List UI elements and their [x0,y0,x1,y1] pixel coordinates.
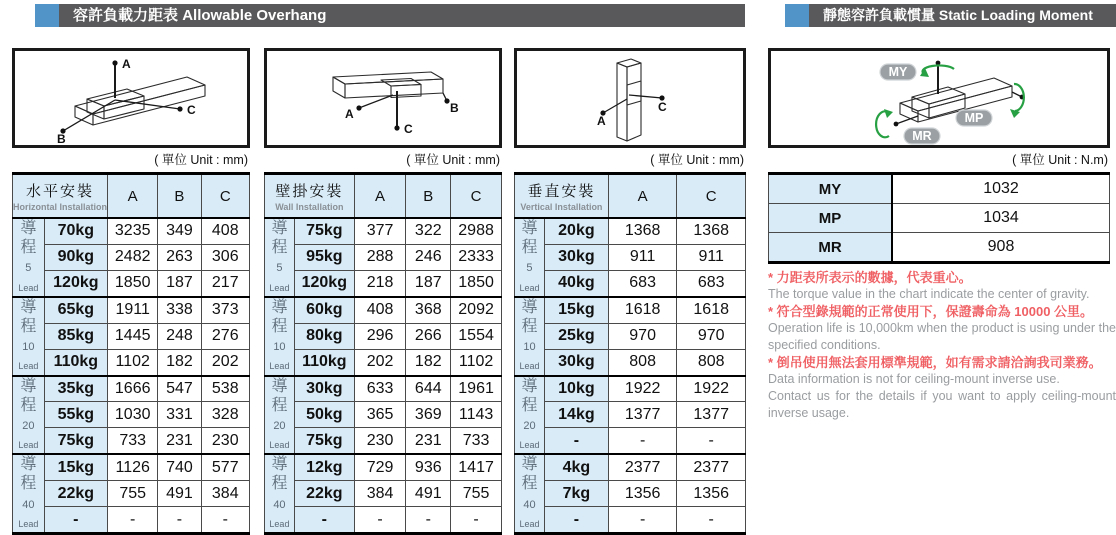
value-cell: 547 [158,376,201,402]
value-cell: 491 [406,481,451,507]
overhang-table [514,172,746,535]
value-cell: - [406,507,451,534]
value-cell: 365 [354,402,406,428]
value-cell: 683 [677,270,746,296]
load-cell: 12kg [294,454,354,480]
load-cell: 75kg [44,428,107,454]
load-cell: 80kg [294,323,354,349]
value-cell: 2377 [608,454,677,480]
column-header: B [406,174,451,219]
table-row [515,481,746,507]
value-cell: 1356 [677,481,746,507]
load-cell: 22kg [44,481,107,507]
load-cell: 50kg [294,402,354,428]
diagram-label-c: C [658,100,667,114]
load-cell: 30kg [294,376,354,402]
table-row [265,323,502,349]
load-cell: 14kg [544,402,608,428]
column-header: C [451,174,502,219]
value-cell: 2333 [451,244,502,270]
header-row [13,174,250,219]
value-cell: 231 [158,428,201,454]
value-cell: - [677,428,746,454]
vertical-installation-diagram [514,48,746,148]
section-header-overhang [35,4,745,27]
load-cell: 110kg [294,349,354,375]
accent-square-icon [35,4,59,27]
load-cell: 20kg [544,218,608,244]
value-cell: 1445 [108,323,158,349]
value-cell: 349 [158,218,201,244]
moment-row [769,174,1110,204]
load-cell: 30kg [544,244,608,270]
value-cell: 1030 [108,402,158,428]
header-row [265,174,502,219]
value-cell: 1850 [108,270,158,296]
value-cell: 384 [354,481,406,507]
value-cell: - [608,507,677,534]
column-vertical [514,48,746,535]
column-header: B [158,174,201,219]
diagram-label-a: A [345,107,354,121]
diagram-label-b: B [57,132,66,146]
unit-label: ( 單位 Unit : mm) [650,153,744,167]
wall-installation-diagram [264,48,502,148]
value-cell: 936 [406,454,451,480]
lead-cell: 導 程 40 Lead [515,454,545,533]
note-zh: * 符合型錄規範的正常使用下，保證壽命為 10000 公里。 [768,304,1094,319]
note-en: Data information is not for ceiling-mount inverse use. [768,372,1060,386]
table-row [265,376,502,402]
lead-cell: 導 程 20 Lead [265,376,295,455]
value-cell: 369 [406,402,451,428]
value-cell: 633 [354,376,406,402]
table-row [265,297,502,323]
table-row [13,481,250,507]
value-cell: 408 [201,218,250,244]
value-cell: 2092 [451,297,502,323]
value-cell: 1961 [451,376,502,402]
table-row [515,218,746,244]
moment-label-my: MY [888,65,908,79]
value-cell: 1850 [451,270,502,296]
value-cell: 733 [108,428,158,454]
load-cell: 40kg [544,270,608,296]
moment-label: MP [769,204,893,233]
value-cell: - [158,507,201,534]
moment-label-mr: MR [912,129,932,143]
load-cell: - [544,507,608,534]
table-title: 水平安裝 Horizontal Installation [13,174,108,219]
value-cell: 266 [406,323,451,349]
diagram-label-a: A [122,57,131,71]
column-header: A [354,174,406,219]
value-cell: 740 [158,454,201,480]
table-row [265,507,502,534]
diagram-label-c: C [404,122,413,136]
table-row [265,218,502,244]
moment-value: 908 [892,233,1110,263]
value-cell: 1377 [677,402,746,428]
diagram-label-b: B [450,101,459,115]
moment-label: MR [769,233,893,263]
value-cell: - [201,507,250,534]
value-cell: 230 [201,428,250,454]
column-header: C [201,174,250,219]
note-en: The torque value in the chart indicate the center of gravity. [768,287,1090,301]
value-cell: 538 [201,376,250,402]
value-cell: 384 [201,481,250,507]
value-cell: 231 [406,428,451,454]
table-row [515,244,746,270]
value-cell: 182 [158,349,201,375]
table-row [515,323,746,349]
load-cell: 30kg [544,349,608,375]
table-row [265,454,502,480]
lead-cell: 導 程 10 Lead [13,297,45,376]
table-row [13,244,250,270]
value-cell: 1377 [608,402,677,428]
load-cell: 75kg [294,218,354,244]
load-cell: 4kg [544,454,608,480]
value-cell: 1618 [677,297,746,323]
table-row [515,349,746,375]
value-cell: 1356 [608,481,677,507]
value-cell: 577 [201,454,250,480]
value-cell: 911 [677,244,746,270]
moment-label-mp: MP [964,111,984,125]
load-cell: 120kg [294,270,354,296]
moment-row [769,233,1110,263]
value-cell: 491 [158,481,201,507]
table-row [515,428,746,454]
table-row [13,323,250,349]
load-cell: 110kg [44,349,107,375]
value-cell: 182 [406,349,451,375]
note-zh: * 力距表所表示的數據，代表重心。 [768,270,972,285]
table-row [265,349,502,375]
value-cell: 202 [201,349,250,375]
load-cell: 120kg [44,270,107,296]
load-cell: 60kg [294,297,354,323]
section-header-moment [785,4,1116,27]
note-en: Contact us for the details if you want to apply ceiling-mount inverse usage. [768,389,1116,420]
load-cell: 15kg [44,454,107,480]
value-cell: 248 [158,323,201,349]
value-cell: 1102 [108,349,158,375]
value-cell: 246 [406,244,451,270]
wall-table-host [264,172,502,535]
value-cell: 328 [201,402,250,428]
load-cell: 7kg [544,481,608,507]
moment-row [769,204,1110,233]
value-cell: 1143 [451,402,502,428]
value-cell: 2988 [451,218,502,244]
lead-cell: 導 程 20 Lead [13,376,45,455]
load-cell: 70kg [44,218,107,244]
value-cell: 296 [354,323,406,349]
section-title [73,4,326,27]
load-cell: 15kg [544,297,608,323]
table-row [515,402,746,428]
load-cell: 10kg [544,376,608,402]
overhang-table [264,172,502,535]
table-row [13,349,250,375]
value-cell: 230 [354,428,406,454]
lead-cell: 導 程 5 Lead [13,218,45,297]
value-cell: - [451,507,502,534]
value-cell: - [608,428,677,454]
section-title-en: Allowable Overhang [182,7,327,24]
load-cell: - [44,507,107,534]
section-title-zh: 靜態容許負載慣量 [823,7,935,23]
column-header: A [608,174,677,219]
table-row [13,402,250,428]
notes [768,269,1116,422]
table-row [13,428,250,454]
table-title: 壁掛安裝 Wall Installation [265,174,355,219]
moment-value: 1032 [892,174,1110,204]
unit-label: ( 單位 Unit : mm) [406,153,500,167]
vertical-table-host [514,172,746,535]
value-cell: 2482 [108,244,158,270]
table-row [13,454,250,480]
column-header: C [677,174,746,219]
lead-cell: 導 程 10 Lead [265,297,295,376]
value-cell: 808 [677,349,746,375]
load-cell: 22kg [294,481,354,507]
load-cell: 25kg [544,323,608,349]
value-cell: 1368 [677,218,746,244]
table-row [13,376,250,402]
value-cell: 1911 [108,297,158,323]
value-cell: 683 [608,270,677,296]
value-cell: 970 [677,323,746,349]
load-cell: 95kg [294,244,354,270]
table-row [265,402,502,428]
table-row [515,297,746,323]
table-row [265,481,502,507]
accent-square-icon [785,4,809,27]
table-row [13,507,250,534]
value-cell: 306 [201,244,250,270]
value-cell: 970 [608,323,677,349]
moment-label: MY [769,174,893,204]
load-cell: 90kg [44,244,107,270]
horizontal-table-host [12,172,250,535]
horizontal-installation-diagram [12,48,250,148]
diagram-label-c: C [187,103,196,117]
value-cell: 755 [451,481,502,507]
value-cell: - [677,507,746,534]
table-row [515,376,746,402]
value-cell: 276 [201,323,250,349]
value-cell: 729 [354,454,406,480]
value-cell: 1618 [608,297,677,323]
value-cell: 1554 [451,323,502,349]
diagram-label-a: A [597,114,606,128]
value-cell: 187 [158,270,201,296]
moment-diagram [768,48,1110,148]
value-cell: 1102 [451,349,502,375]
table-row [13,297,250,323]
value-cell: 1368 [608,218,677,244]
table-row [265,428,502,454]
moment-table [768,172,1110,264]
load-cell: 85kg [44,323,107,349]
value-cell: 1922 [677,376,746,402]
load-cell: 55kg [44,402,107,428]
value-cell: 2377 [677,454,746,480]
table-row [13,218,250,244]
header-row [515,174,746,219]
section-title-en: Static Loading Moment [938,7,1093,23]
overhang-table [12,172,250,535]
value-cell: 1666 [108,376,158,402]
value-cell: 3235 [108,218,158,244]
table-row [13,270,250,296]
value-cell: 1922 [608,376,677,402]
column-header: A [108,174,158,219]
value-cell: 733 [451,428,502,454]
value-cell: 408 [354,297,406,323]
value-cell: 373 [201,297,250,323]
load-cell: 65kg [44,297,107,323]
load-cell: 35kg [44,376,107,402]
value-cell: - [354,507,406,534]
column-moment [768,48,1116,422]
lead-cell: 導 程 5 Lead [515,218,545,297]
unit-label: ( 單位 Unit : N.m) [1012,153,1108,167]
value-cell: 644 [406,376,451,402]
load-cell: 75kg [294,428,354,454]
column-horizontal [12,48,250,535]
value-cell: 217 [201,270,250,296]
value-cell: 368 [406,297,451,323]
value-cell: 218 [354,270,406,296]
lead-cell: 導 程 20 Lead [515,376,545,455]
load-cell: - [544,428,608,454]
section-title [823,4,1093,27]
value-cell: 755 [108,481,158,507]
value-cell: 808 [608,349,677,375]
note-zh: * 倒吊使用無法套用標準規範，如有需求請洽詢我司業務。 [768,355,1102,370]
value-cell: 377 [354,218,406,244]
value-cell: 1417 [451,454,502,480]
value-cell: 187 [406,270,451,296]
value-cell: 322 [406,218,451,244]
section-title-zh: 容許負載力距表 [73,7,179,24]
moment-value: 1034 [892,204,1110,233]
value-cell: 338 [158,297,201,323]
lead-cell: 導 程 40 Lead [13,454,45,533]
lead-cell: 導 程 40 Lead [265,454,295,533]
unit-label: ( 單位 Unit : mm) [154,153,248,167]
load-cell: - [294,507,354,534]
table-row [515,507,746,534]
value-cell: - [108,507,158,534]
value-cell: 911 [608,244,677,270]
value-cell: 1126 [108,454,158,480]
table-title: 垂直安裝 Vertical Installation [515,174,609,219]
table-row [515,270,746,296]
table-row [265,244,502,270]
value-cell: 331 [158,402,201,428]
column-wall [264,48,502,535]
value-cell: 263 [158,244,201,270]
table-row [515,454,746,480]
value-cell: 288 [354,244,406,270]
lead-cell: 導 程 5 Lead [265,218,295,297]
lead-cell: 導 程 10 Lead [515,297,545,376]
table-row [265,270,502,296]
note-en: Operation life is 10,000km when the product is using under the specified conditions. [768,321,1116,352]
value-cell: 202 [354,349,406,375]
